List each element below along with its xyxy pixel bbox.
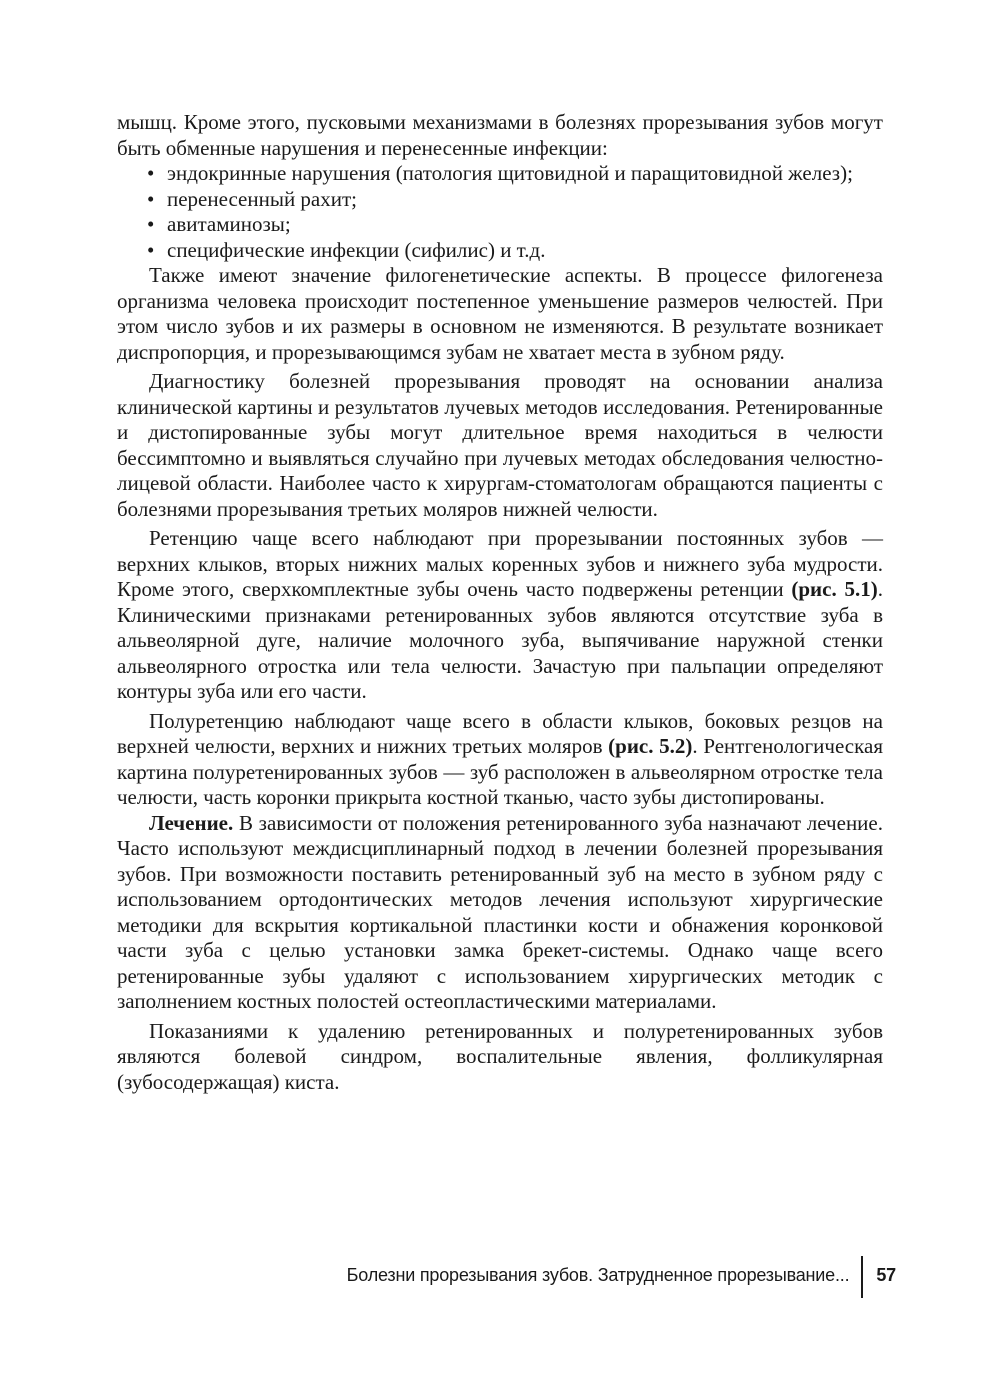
treatment-heading: Лечение. bbox=[149, 810, 234, 835]
bullet-icon: • bbox=[147, 161, 155, 185]
list-item bbox=[117, 212, 883, 238]
list-item-text: авитаминозы; bbox=[167, 212, 291, 236]
list-item-text: эндокринные нарушения (патология щитовидной и паращитовидной желез); bbox=[167, 161, 853, 185]
list-item bbox=[117, 238, 883, 264]
running-head: Болезни прорезывания зубов. Затрудненное прорезывание... bbox=[346, 1265, 850, 1285]
intro-paragraph: мышц. Кроме этого, пусковыми механизмами в болезнях прорезывания зубов могут быть обменные нарушения и перенесенные инфекции: bbox=[117, 110, 883, 160]
diagnostics-paragraph: Диагностику болезней прорезывания проводят на основании анализа клинической картины и результатов лучевых методов исследования. Ретенированные и дистопированные зубы могут длительное время находиться в челюсти бессимптомно и выявляться случайно при лучевых методах обследования челюстно-лицевой области. Наиболее часто к хирургам-стоматологам обращаются пациенты с болезнями прорезывания третьих моляров нижней челюсти. bbox=[117, 369, 883, 521]
list-item bbox=[117, 161, 883, 187]
retention-text-end: . Клиническими признаками ретенированных зубов являются отсутствие зуба в альвеолярной дуге, наличие молочного зуба, выпячивание наружной стенки альвеолярного отростка или тела челюсти. Зачастую при пальпации определяют контуры зуба или его части. bbox=[117, 577, 883, 703]
page-footer bbox=[347, 1256, 896, 1298]
semiretention-text-start: Полуретенцию наблюдают чаще всего в области клыков, боковых резцов на верхней челюсти, верхних и нижних третьих моляров bbox=[117, 708, 883, 758]
bullet-icon: • bbox=[147, 237, 155, 262]
indications-paragraph: Показаниями к удалению ретенированных и полуретенированных зубов являются болевой синдром, воспалительные явления, фолликулярная (зубосодержащая) киста. bbox=[117, 1018, 883, 1094]
bullet-icon: • bbox=[147, 212, 155, 236]
figure-reference-5-1: (рис. 5.1) bbox=[791, 577, 878, 601]
retention-paragraph bbox=[117, 526, 883, 705]
list-item-text: перенесенный рахит; bbox=[167, 186, 358, 211]
treatment-paragraph bbox=[117, 811, 883, 1015]
bullet-icon: • bbox=[147, 186, 155, 211]
phylogenesis-paragraph: Также имеют значение филогенетические аспекты. В процессе филогенеза организма человека происходит постепенное уменьшение размеров челюстей. При этом число зубов и их размеры в основном не изменяются. В результате возникает диспропорция, и прорезывающимся зубам не хватает места в зубном ряду. bbox=[117, 263, 883, 364]
list-item bbox=[117, 187, 883, 213]
figure-reference-5-2: (рис. 5.2) bbox=[608, 734, 693, 758]
list-item-text: специфические инфекции (сифилис) и т.д. bbox=[167, 237, 546, 262]
page-body bbox=[117, 110, 883, 1095]
bullet-list bbox=[117, 161, 883, 263]
semiretention-text-end: . Рентгенологическая картина полуретенированных зубов — зуб расположен в альвеолярном отростке тела челюсти, часть коронки прикрыта костной тканью, часто зубы дистопированы. bbox=[117, 734, 883, 809]
page-number: 57 bbox=[876, 1265, 896, 1285]
retention-text-start: Ретенцию чаще всего наблюдают при прорезывании постоянных зубов — верхних клыков, вторых нижних малых коренных зубов и нижнего зуба мудрости. Кроме этого, сверхкомплектные зубы очень часто подвержены ретенции bbox=[117, 526, 883, 601]
semiretention-paragraph bbox=[117, 709, 883, 811]
treatment-text: В зависимости от положения ретенированного зуба назначают лечение. Часто используют междисциплинарный подход в лечении болезней прорезывания зубов. При возможности поставить ретенированный зуб на место в зубном ряду с использованием ортодонтических методов лечения используют хирургические методики для вскрытия кортикальной пластинки кости и обнажения коронковой части зуба с целью установки замка брекет-системы. Однако чаще всего ретенированные зубы удаляют с использованием хирургических методик с заполнением костных полостей остеопластическими материалами. bbox=[117, 810, 883, 1013]
